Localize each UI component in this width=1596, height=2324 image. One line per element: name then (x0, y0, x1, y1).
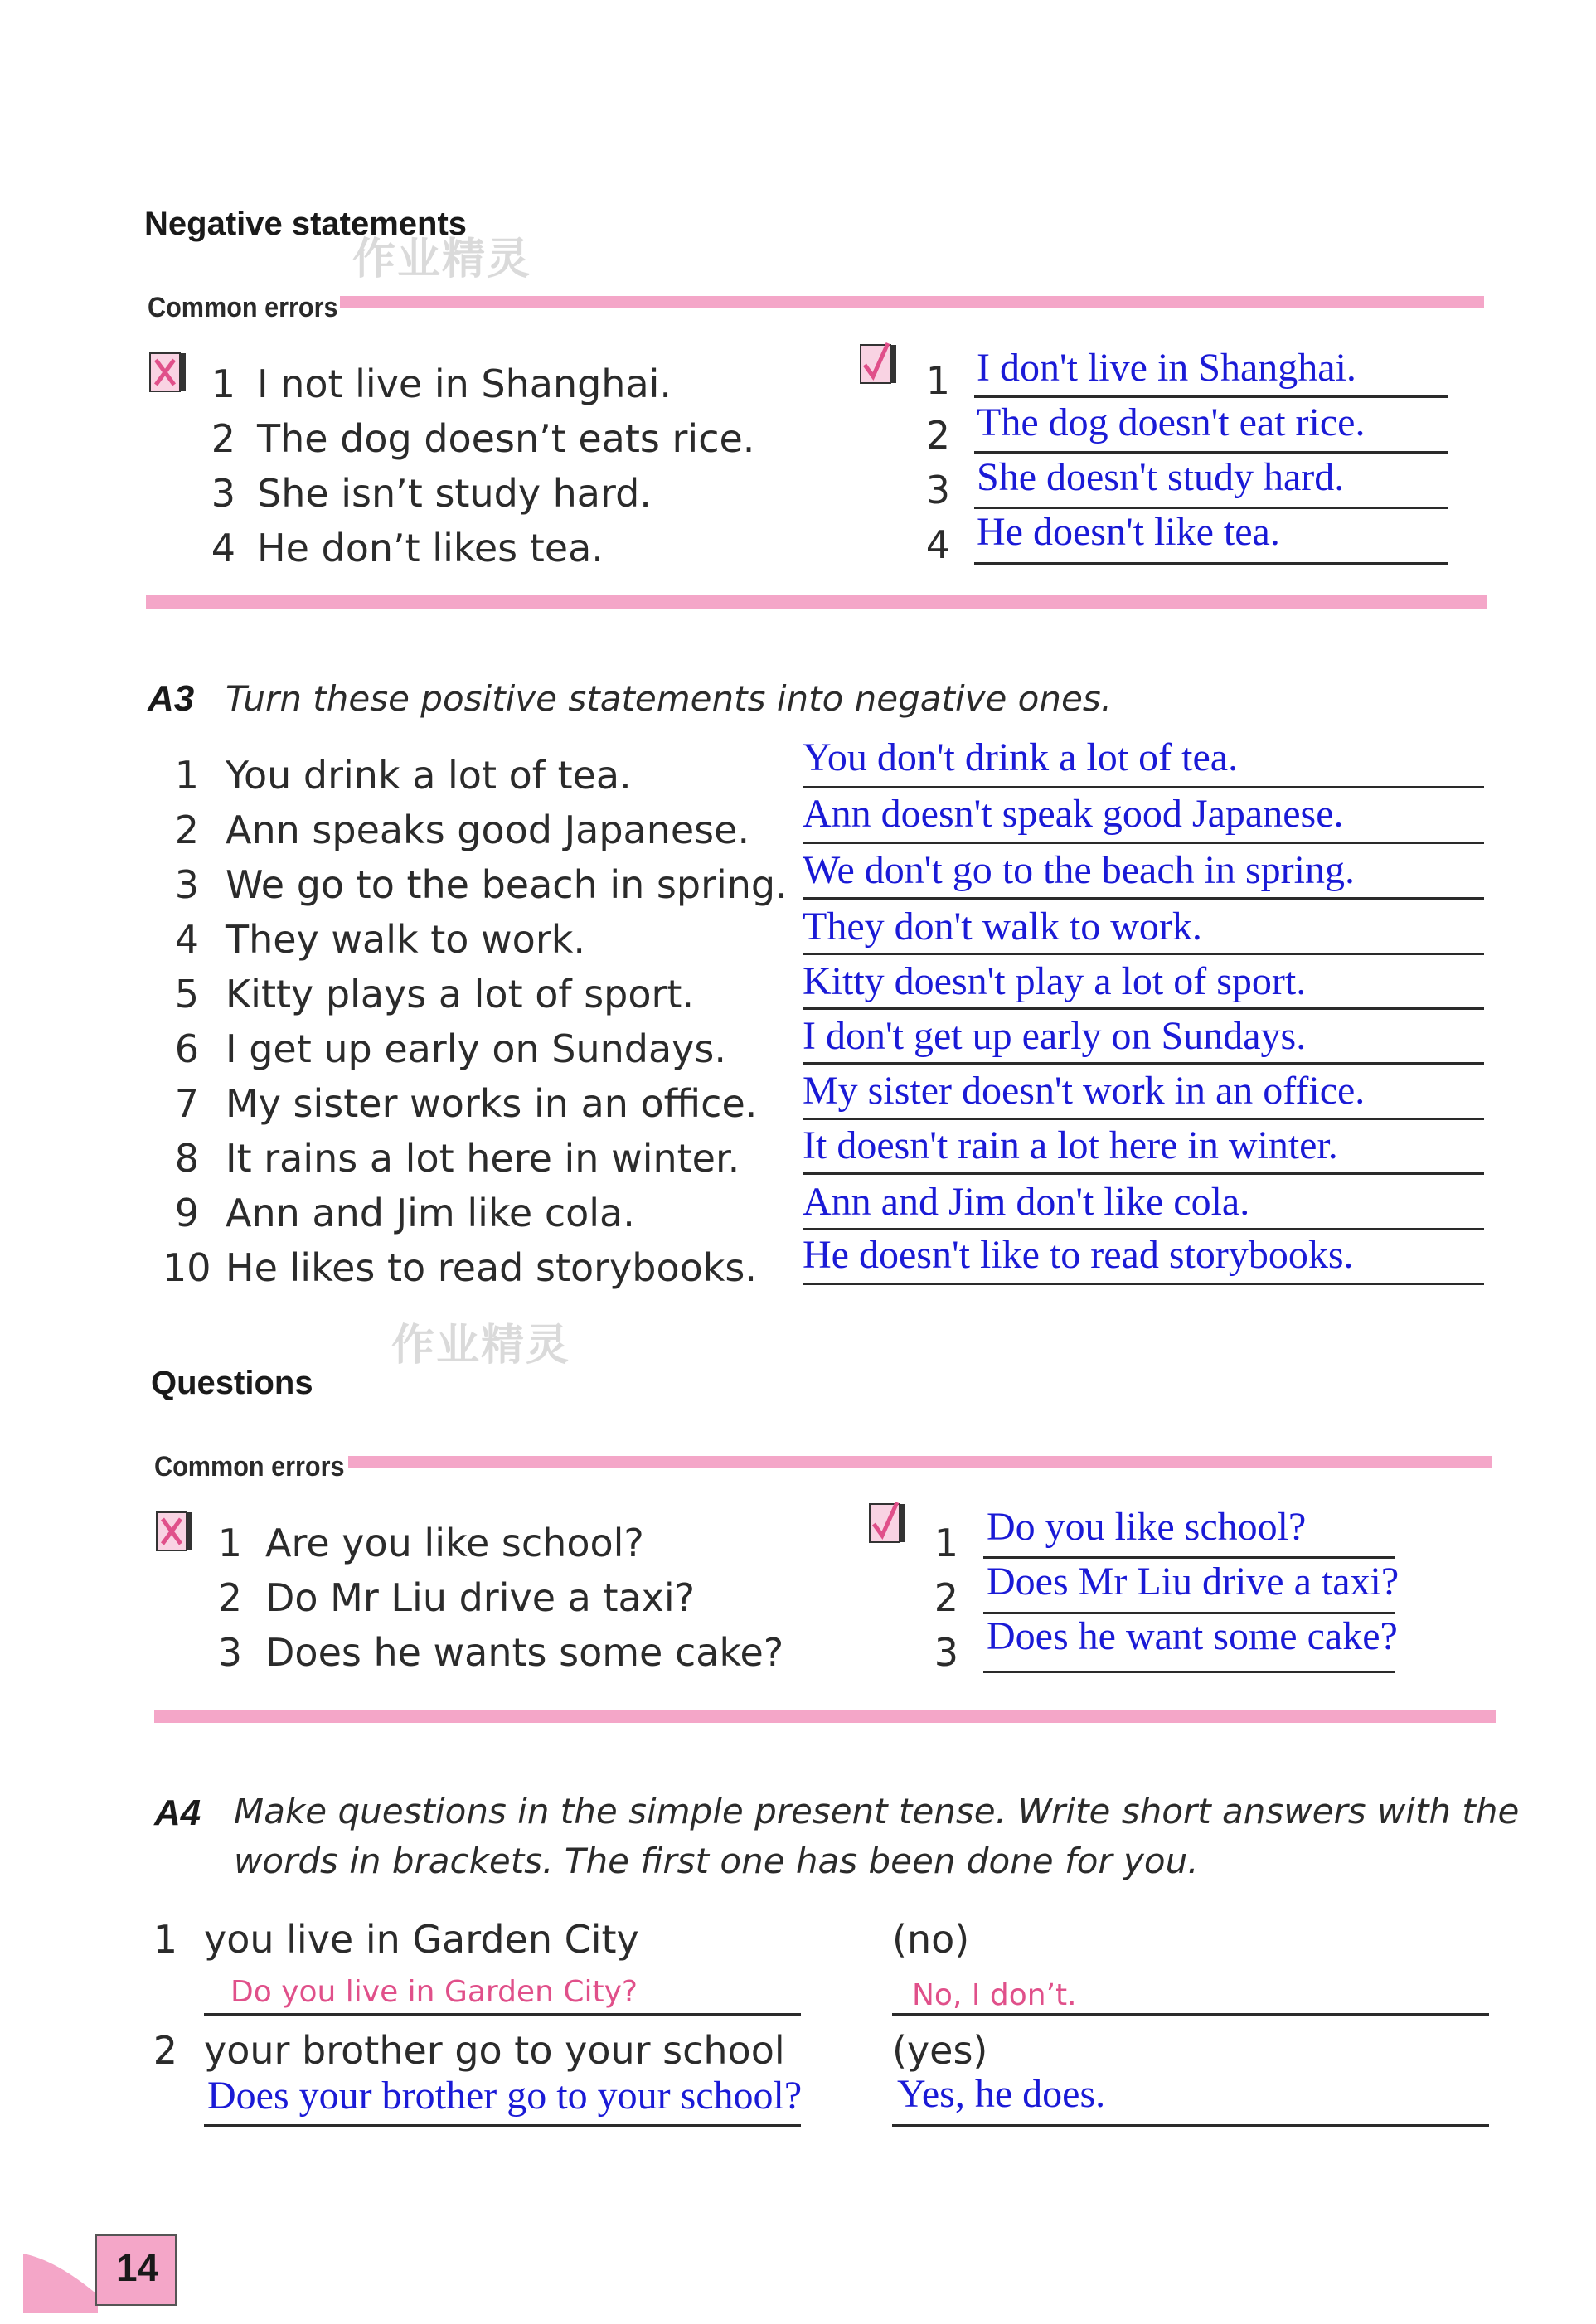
answer-line (803, 842, 1484, 844)
prompt-sentence: You drink a lot of tea. (226, 753, 632, 798)
answer-text: You don't drink a lot of tea. (803, 735, 1239, 779)
item-number: 2 (925, 413, 950, 458)
correct-sentence: Does he want some cake? (987, 1614, 1398, 1658)
answer-line (974, 562, 1448, 565)
page-number: 14 (116, 2246, 159, 2289)
item-number: 3 (925, 468, 950, 512)
answer-hint: (no) (892, 1917, 970, 1962)
item-number: 7 (174, 1081, 199, 1126)
pink-divider (340, 296, 1484, 308)
item-number: 4 (211, 526, 235, 570)
item-number: 1 (174, 753, 199, 798)
answer-line (803, 786, 1484, 788)
pink-divider (154, 1710, 1496, 1723)
section-heading-negative: Negative statements (144, 206, 468, 242)
wrong-sentence: The dog doesn’t eats rice. (257, 416, 755, 461)
item-number: 2 (211, 416, 235, 461)
item-number: 1 (217, 1521, 242, 1565)
exercise-instruction-a4-line1: Make questions in the simple present tense. Write short answers with the (234, 1791, 1520, 1832)
item-number: 5 (174, 972, 199, 1016)
item-number: 1 (934, 1521, 958, 1565)
pink-divider (348, 1456, 1492, 1468)
item-number: 4 (174, 917, 199, 962)
watermark: 作业精灵 (352, 235, 532, 284)
wrong-sentence: I not live in Shanghai. (257, 361, 672, 406)
prompt-sentence: My sister works in an office. (226, 1081, 758, 1126)
prompt-phrase: your brother go to your school (204, 2028, 785, 2073)
answer-line (803, 1228, 1484, 1230)
prompt-sentence: Ann speaks good Japanese. (226, 808, 750, 852)
item-number: 1 (211, 361, 235, 406)
prompt-phrase: you live in Garden City (204, 1917, 639, 1962)
prompt-sentence: Ann and Jim like cola. (226, 1191, 635, 1235)
example-question: Do you live in Garden City? (230, 1975, 638, 2009)
answer-line (803, 1062, 1484, 1065)
item-number: 2 (174, 808, 199, 852)
answer-text: They don't walk to work. (803, 905, 1202, 949)
answer-line (803, 1007, 1484, 1010)
answer-line (892, 2124, 1489, 2127)
answer-line (803, 1172, 1484, 1175)
answer-text: Kitty doesn't play a lot of sport. (803, 959, 1307, 1003)
item-number: 3 (211, 471, 235, 516)
prompt-sentence: We go to the beach in spring. (226, 862, 788, 907)
answer-hint: (yes) (892, 2028, 988, 2073)
cross-mark-icon (154, 1507, 196, 1555)
answer-line (974, 395, 1448, 398)
section-heading-questions: Questions (151, 1365, 313, 1401)
correct-sentence: Does Mr Liu drive a taxi? (987, 1560, 1400, 1604)
answer-text: Ann doesn't speak good Japanese. (803, 792, 1344, 836)
exercise-tag-a4: A4 (154, 1793, 201, 1833)
answer-line (892, 2013, 1489, 2016)
item-number: 1 (153, 1917, 177, 1962)
item-number: 3 (934, 1630, 958, 1675)
pink-divider (146, 595, 1487, 609)
answer-line (803, 953, 1484, 955)
answer-line (974, 451, 1448, 454)
answer-line (204, 2013, 801, 2016)
correct-sentence: Do you like school? (987, 1505, 1307, 1549)
answer-line (204, 2124, 801, 2127)
watermark: 作业精灵 (391, 1321, 571, 1371)
common-errors-label: Common errors (148, 292, 338, 323)
answer-line (803, 1118, 1484, 1120)
answer-text: It doesn't rain a lot here in winter. (803, 1123, 1338, 1167)
item-number: 9 (174, 1191, 199, 1235)
wrong-sentence: Are you like school? (265, 1521, 644, 1565)
item-number: 4 (925, 522, 950, 567)
check-mark-icon (858, 340, 900, 388)
item-number: 3 (174, 862, 199, 907)
item-number: 3 (217, 1630, 242, 1675)
answer-line (803, 897, 1484, 900)
answer-short: Yes, he does. (897, 2072, 1106, 2116)
prompt-sentence: He likes to read storybooks. (226, 1245, 757, 1290)
check-mark-icon (867, 1499, 909, 1547)
item-number: 1 (925, 358, 950, 403)
item-number: 2 (934, 1575, 958, 1620)
prompt-sentence: They walk to work. (226, 917, 585, 962)
exercise-tag-a3: A3 (148, 678, 195, 719)
correct-sentence: He doesn't like tea. (977, 510, 1280, 554)
item-number: 10 (163, 1245, 211, 1290)
correct-sentence: I don't live in Shanghai. (977, 346, 1356, 390)
answer-question: Does your brother go to your school? (207, 2074, 803, 2118)
item-number: 2 (153, 2028, 177, 2073)
item-number: 8 (174, 1136, 199, 1181)
item-number: 6 (174, 1026, 199, 1071)
prompt-sentence: I get up early on Sundays. (226, 1026, 726, 1071)
wrong-sentence: Does he wants some cake? (265, 1630, 784, 1675)
item-number: 2 (217, 1575, 242, 1620)
common-errors-label: Common errors (154, 1451, 345, 1482)
answer-text: My sister doesn't work in an office. (803, 1069, 1366, 1113)
answer-line (983, 1671, 1395, 1673)
answer-text: We don't go to the beach in spring. (803, 848, 1355, 892)
wrong-sentence: He don’t likes tea. (257, 526, 604, 570)
example-short-answer: No, I don’t. (912, 1978, 1077, 2012)
answer-text: I don't get up early on Sundays. (803, 1014, 1307, 1058)
cross-mark-icon (148, 348, 189, 396)
exercise-instruction-a3: Turn these positive statements into negative ones. (226, 678, 1113, 719)
wrong-sentence: She isn’t study hard. (257, 471, 652, 516)
answer-text: Ann and Jim don't like cola. (803, 1180, 1250, 1224)
correct-sentence: The dog doesn't eat rice. (977, 400, 1366, 444)
prompt-sentence: Kitty plays a lot of sport. (226, 972, 695, 1016)
prompt-sentence: It rains a lot here in winter. (226, 1136, 740, 1181)
correct-sentence: She doesn't study hard. (977, 455, 1345, 499)
answer-text: He doesn't like to read storybooks. (803, 1233, 1354, 1277)
answer-line (803, 1283, 1484, 1285)
wrong-sentence: Do Mr Liu drive a taxi? (265, 1575, 696, 1620)
exercise-instruction-a4-line2: words in brackets. The first one has been done for you. (234, 1841, 1199, 1881)
